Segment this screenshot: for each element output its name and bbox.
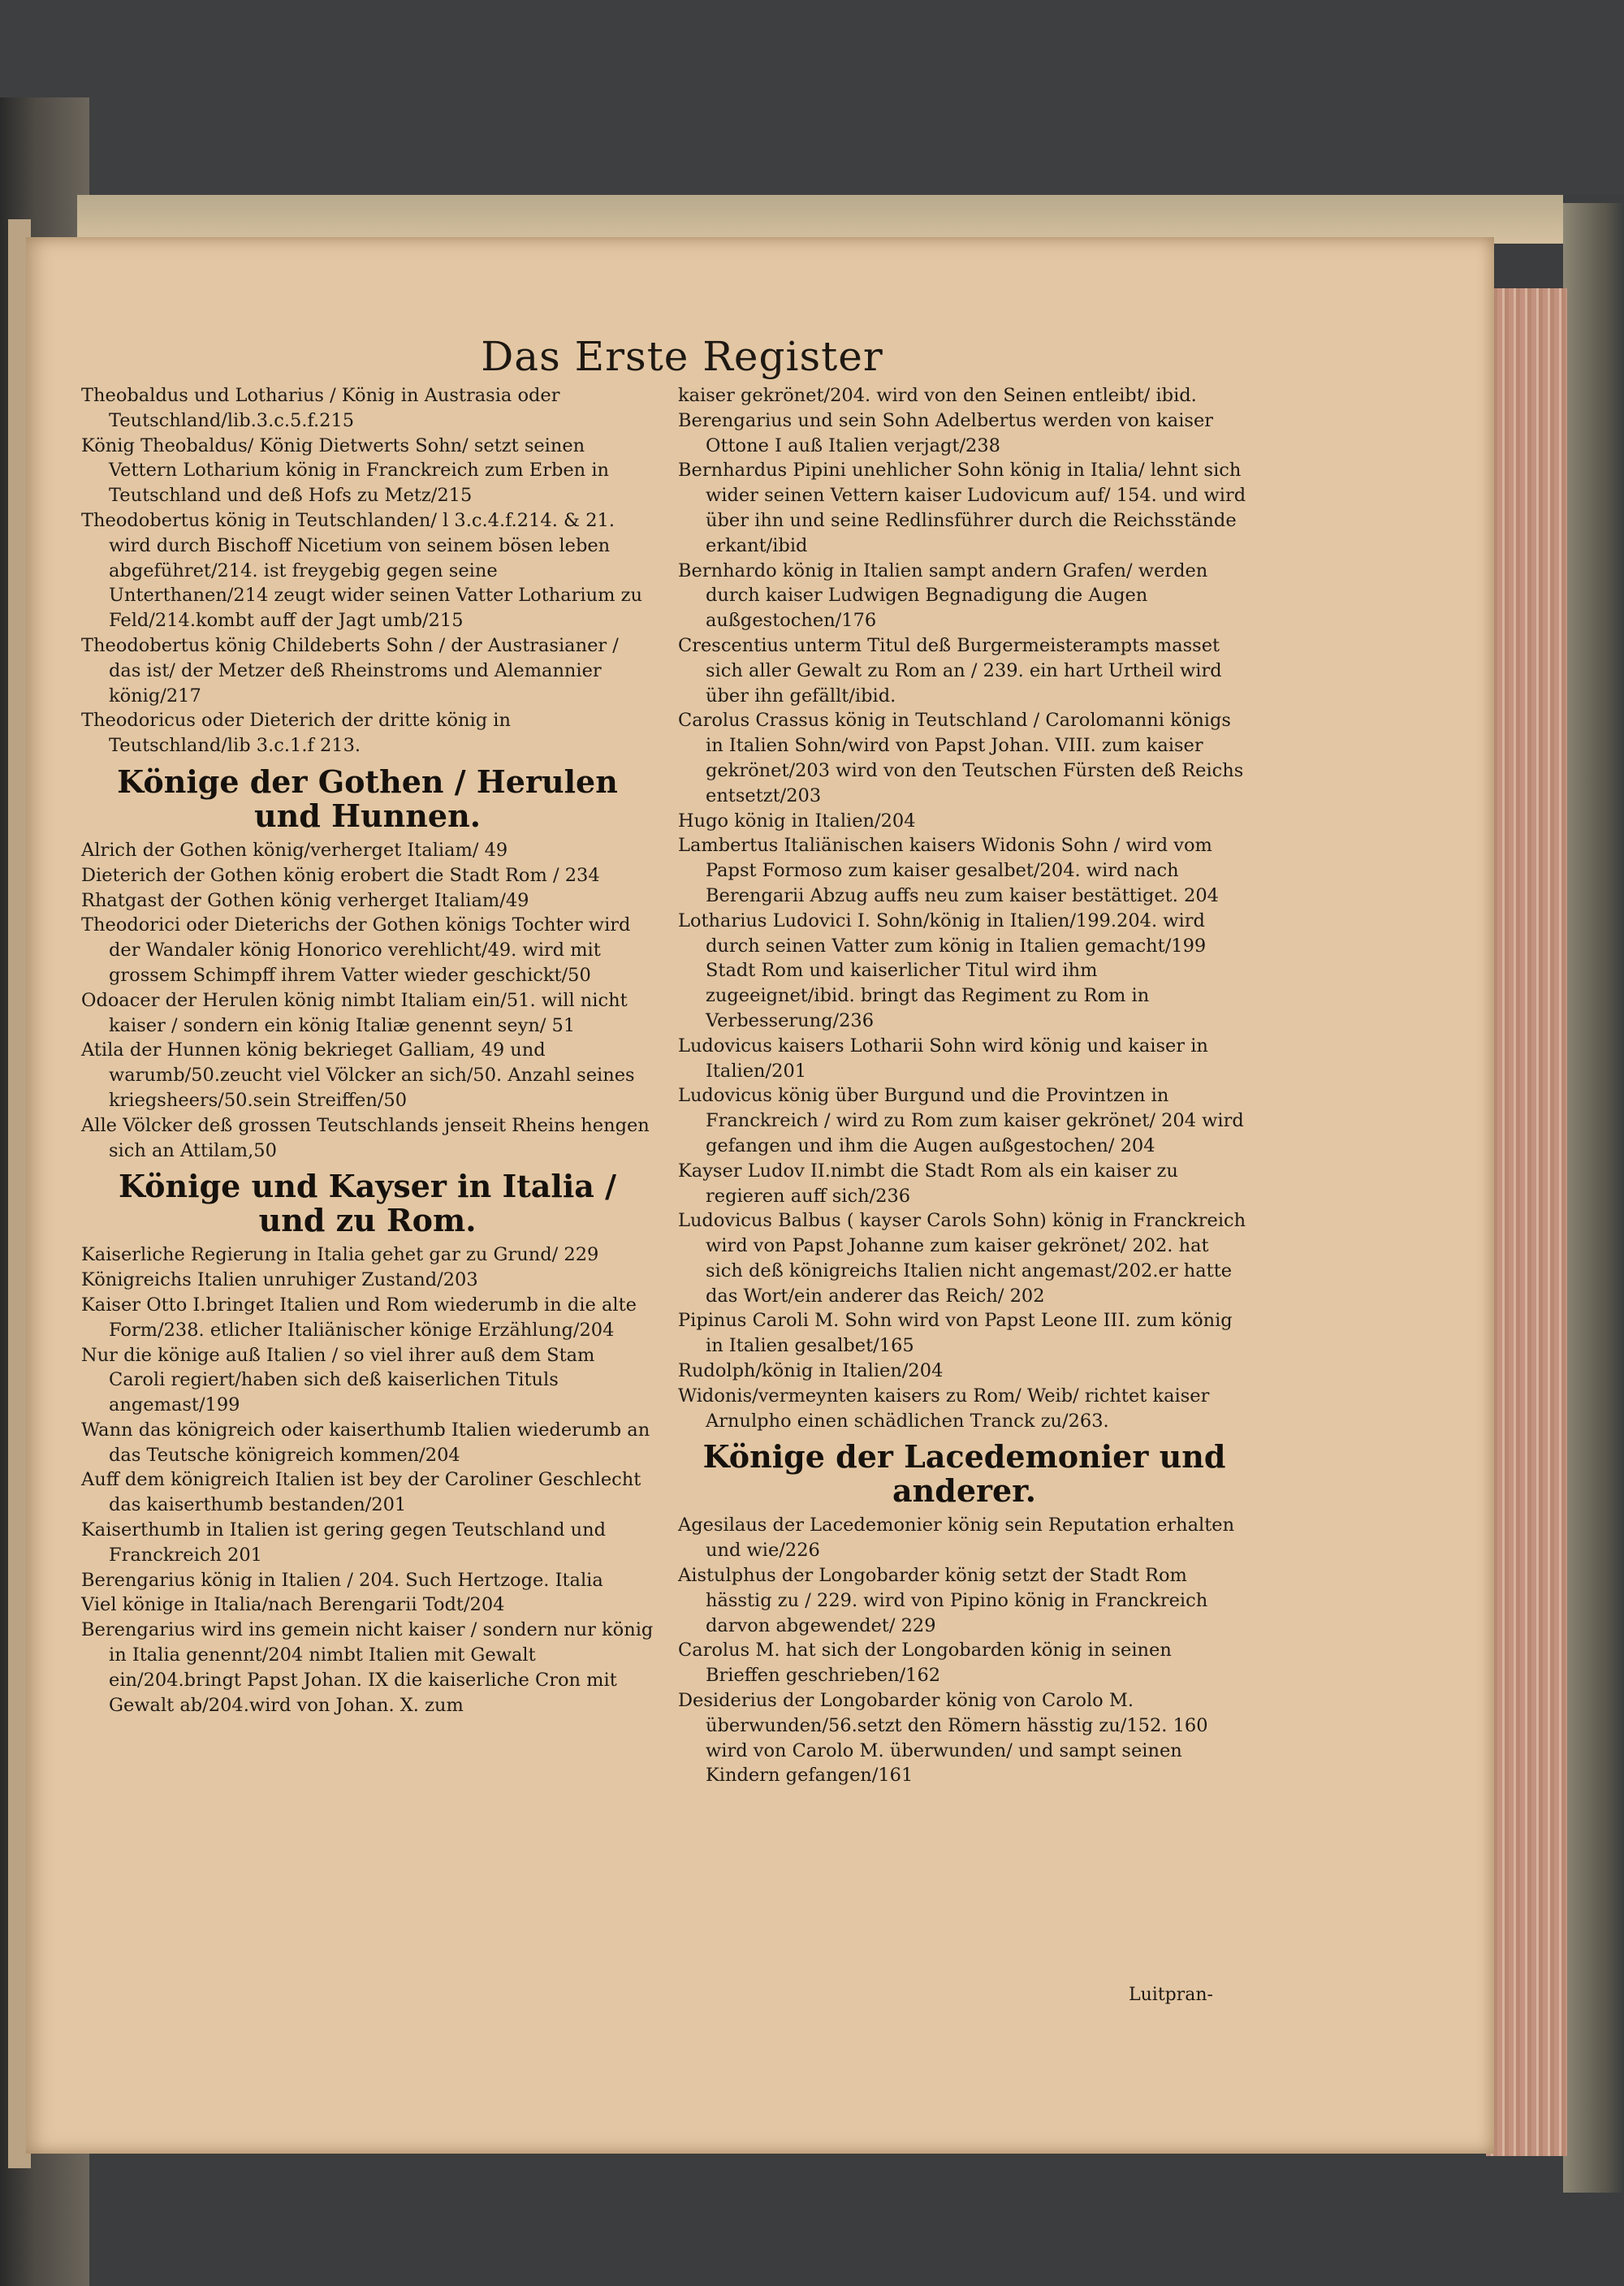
index-entry: Rudolph/könig in Italien/204 [678,1360,944,1382]
right-column [678,383,1250,1788]
index-entry: Theodoricus oder Dieterich der dritte könig in Teutschland/lib 3.c.1.f 213. [81,710,511,757]
index-entry: Carolus Crassus könig in Teutschland / Carolomanni königs in Italien Sohn/wird von Papst Johan. VIII. zum kaiser gekrönet/203 wird von den Teutschen Fürsten deß Reichs entsetzt/203 [678,710,1244,806]
index-entry: Berengarius könig in Italien / 204. Such Hertzoge. Italia [81,1569,603,1591]
index-entry: Auff dem königreich Italien ist bey der Caroliner Geschlecht das kaiserthumb bestanden/201 [81,1469,641,1516]
index-entry: Königreichs Italien unruhiger Zustand/203 [81,1269,478,1291]
index-entry: Aistulphus der Longobarder könig setzt der Stadt Rom hässtig zu / 229. wird von Pipino könig in Franckreich darvon abgewendet/ 229 [678,1565,1208,1636]
index-entry: Wann das königreich oder kaiserthumb Italien wiederumb an das Teutsche königreich kommen/204 [81,1419,650,1466]
index-entry: Rhatgast der Gothen könig verherget Italiam/49 [81,889,529,911]
page-top-edge [77,195,1563,244]
index-entry: kaiser gekrönet/204. wird von den Seinen entleibt/ ibid. [678,385,1197,406]
index-entry: Alrich der Gothen könig/verherget Italiam/ 49 [81,839,508,861]
index-entry: Atila der Hunnen könig bekrieget Galliam, 49 und warumb/50.zeucht viel Völcker an sich/50. Anzahl seines kriegsheers/50.sein Streiffen/50 [81,1039,635,1111]
index-entry: Pipinus Caroli M. Sohn wird von Papst Leone III. zum könig in Italien gesalbet/165 [678,1310,1233,1357]
index-entry: Dieterich der Gothen könig erobert die Stadt Rom / 234 [81,864,600,886]
index-entry: Berengarius und sein Sohn Adelbertus werden von kaiser Ottone I auß Italien verjagt/238 [678,409,1214,456]
index-entry: Ludovicus Balbus ( kayser Carols Sohn) könig in Franckreich wird von Papst Johanne zum kaiser gekrönet/ 202. hat sich deß königreichs Italien nicht angemast/202.er hatte das Wort/ein anderer das Reich/ 202 [678,1210,1246,1307]
index-entry: Carolus M. hat sich der Longobarden könig in seinen Brieffen geschrieben/162 [678,1640,1172,1687]
index-entry: Crescentius unterm Titul deß Burgermeisterampts masset sich aller Gewalt zu Rom an / 239. ein hart Urtheil wird über ihn gefällt/ibid. [678,634,1222,707]
section-heading: Könige der Lacedemonier und anderer. [702,1438,1226,1510]
index-entry: Nur die könige auß Italien / so viel ihrer auß dem Stam Caroli regiert/haben sich deß kaiserlichen Tituls angemast/199 [81,1344,595,1416]
section-heading: Könige der Gothen / Herulen und Hunnen. [117,763,618,834]
index-entry: Lotharius Ludovici I. Sohn/könig in Italien/199.204. wird durch seinen Vatter zum könig in Italien gemacht/199 Stadt Rom und kaiserlicher Titul wird ihm zugeeignet/ibid. bringt das Regiment zu Rom in Verbesserung/236 [678,910,1207,1031]
index-entry: Desiderius der Longobarder könig von Carolo M. überwunden/56.setzt den Römern hässtig zu/152. 160 wird von Carolo M. überwunden/ und sampt seinen Kindern gefangen/161 [678,1690,1208,1787]
index-entry: Agesilaus der Lacedemonier könig sein Reputation erhalten und wie/226 [678,1515,1235,1562]
index-entry: Theodobertus könig Childeberts Sohn / der Austrasianer / das ist/ der Metzer deß Rheinstroms und Alemannier könig/217 [81,634,619,707]
book-cover-right [1563,203,1624,2193]
running-head: Das Erste Register [481,333,883,380]
index-entry: Kayser Ludov II.nimbt die Stadt Rom als ein kaiser zu regieren auff sich/236 [678,1160,1178,1207]
index-entry: Ludovicus kaisers Lotharii Sohn wird könig und kaiser in Italien/201 [678,1035,1208,1082]
index-entry: Kaiserthumb in Italien ist gering gegen Teutschland und Franckreich 201 [81,1519,607,1566]
index-entry: Bernhardo könig in Italien sampt andern Grafen/ werden durch kaiser Ludwigen Begnadigung die Augen außgestochen/176 [678,560,1208,632]
index-entry: Viel könige in Italia/nach Berengarii Todt/204 [81,1594,505,1616]
index-entry: Bernhardus Pipini unehlicher Sohn könig in Italia/ lehnt sich wider seinen Vettern kaiser Ludovicum auf/ 154. und wird über ihn und seine Redlinsführer durch die Reichsstände erkant/ibid [678,460,1246,556]
page-stack-edge [1486,288,1567,2156]
index-entry: Odoacer der Herulen könig nimbt Italiam ein/51. will nicht kaiser / sondern ein könig Italiæ genennt seyn/ 51 [81,989,628,1036]
index-entry: Theodobertus könig in Teutschlanden/ l 3.c.4.f.214. & 21. wird durch Bischoff Nicetium von seinem bösen leben abgeführet/214. ist freygebig gegen seine Unterthanen/214 zeugt wider seinen Vatter Lotharium zu Feld/214.kombt auff der Jagt umb/215 [81,509,642,632]
catchword: Luitpran- [1129,1985,1213,2005]
section-heading: Könige und Kayser in Italia / und zu Rom. [118,1168,617,1239]
left-column [81,383,654,1718]
index-entry: Theodorici oder Dieterichs der Gothen königs Tochter wird der Wandaler könig Honorico verehlicht/49. wird mit grossem Schimpff ihrem Vatter wieder geschickt/50 [81,914,631,986]
index-entry: Hugo könig in Italien/204 [678,810,916,832]
index-entry: Kaiserliche Regierung in Italia gehet gar zu Grund/ 229 [81,1244,599,1266]
index-entry: Ludovicus könig über Burgund und die Provintzen in Franckreich / wird zu Rom zum kaiser gekrönet/ 204 wird gefangen und ihm die Augen außgestochen/ 204 [678,1085,1244,1156]
index-entry: Berengarius wird ins gemein nicht kaiser / sondern nur könig in Italia genennt/204 nimbt Italien mit Gewalt ein/204.bringt Papst Johan. IX die kaiserliche Cron mit Gewalt ab/204.wird von Johan. X. zum [81,1619,654,1716]
index-entry: Alle Völcker deß grossen Teutschlands jenseit Rheins hengen sich an Attilam,50 [81,1114,650,1161]
index-entry: Theobaldus und Lotharius / König in Austrasia oder Teutschland/lib.3.c.5.f.215 [81,385,560,431]
index-entry: Kaiser Otto I.bringet Italien und Rom wiederumb in die alte Form/238. etlicher Italiänischer könige Erzählung/204 [81,1294,637,1341]
index-entry: Lambertus Italiänischen kaisers Widonis Sohn / wird vom Papst Formoso zum kaiser gesalbet/204. wird nach Berengarii Abzug auffs neu zum kaiser bestättiget. 204 [678,835,1219,906]
backdrop [0,0,1624,195]
index-entry: Widonis/vermeynten kaisers zu Rom/ Weib/ richtet kaiser Arnulpho einen schädlichen Tranck zu/263. [678,1385,1210,1432]
index-entry: König Theobaldus/ König Dietwerts Sohn/ setzt seinen Vettern Lotharium könig in Franckreich zum Erben in Teutschland und deß Hofs zu Metz/215 [81,434,610,507]
